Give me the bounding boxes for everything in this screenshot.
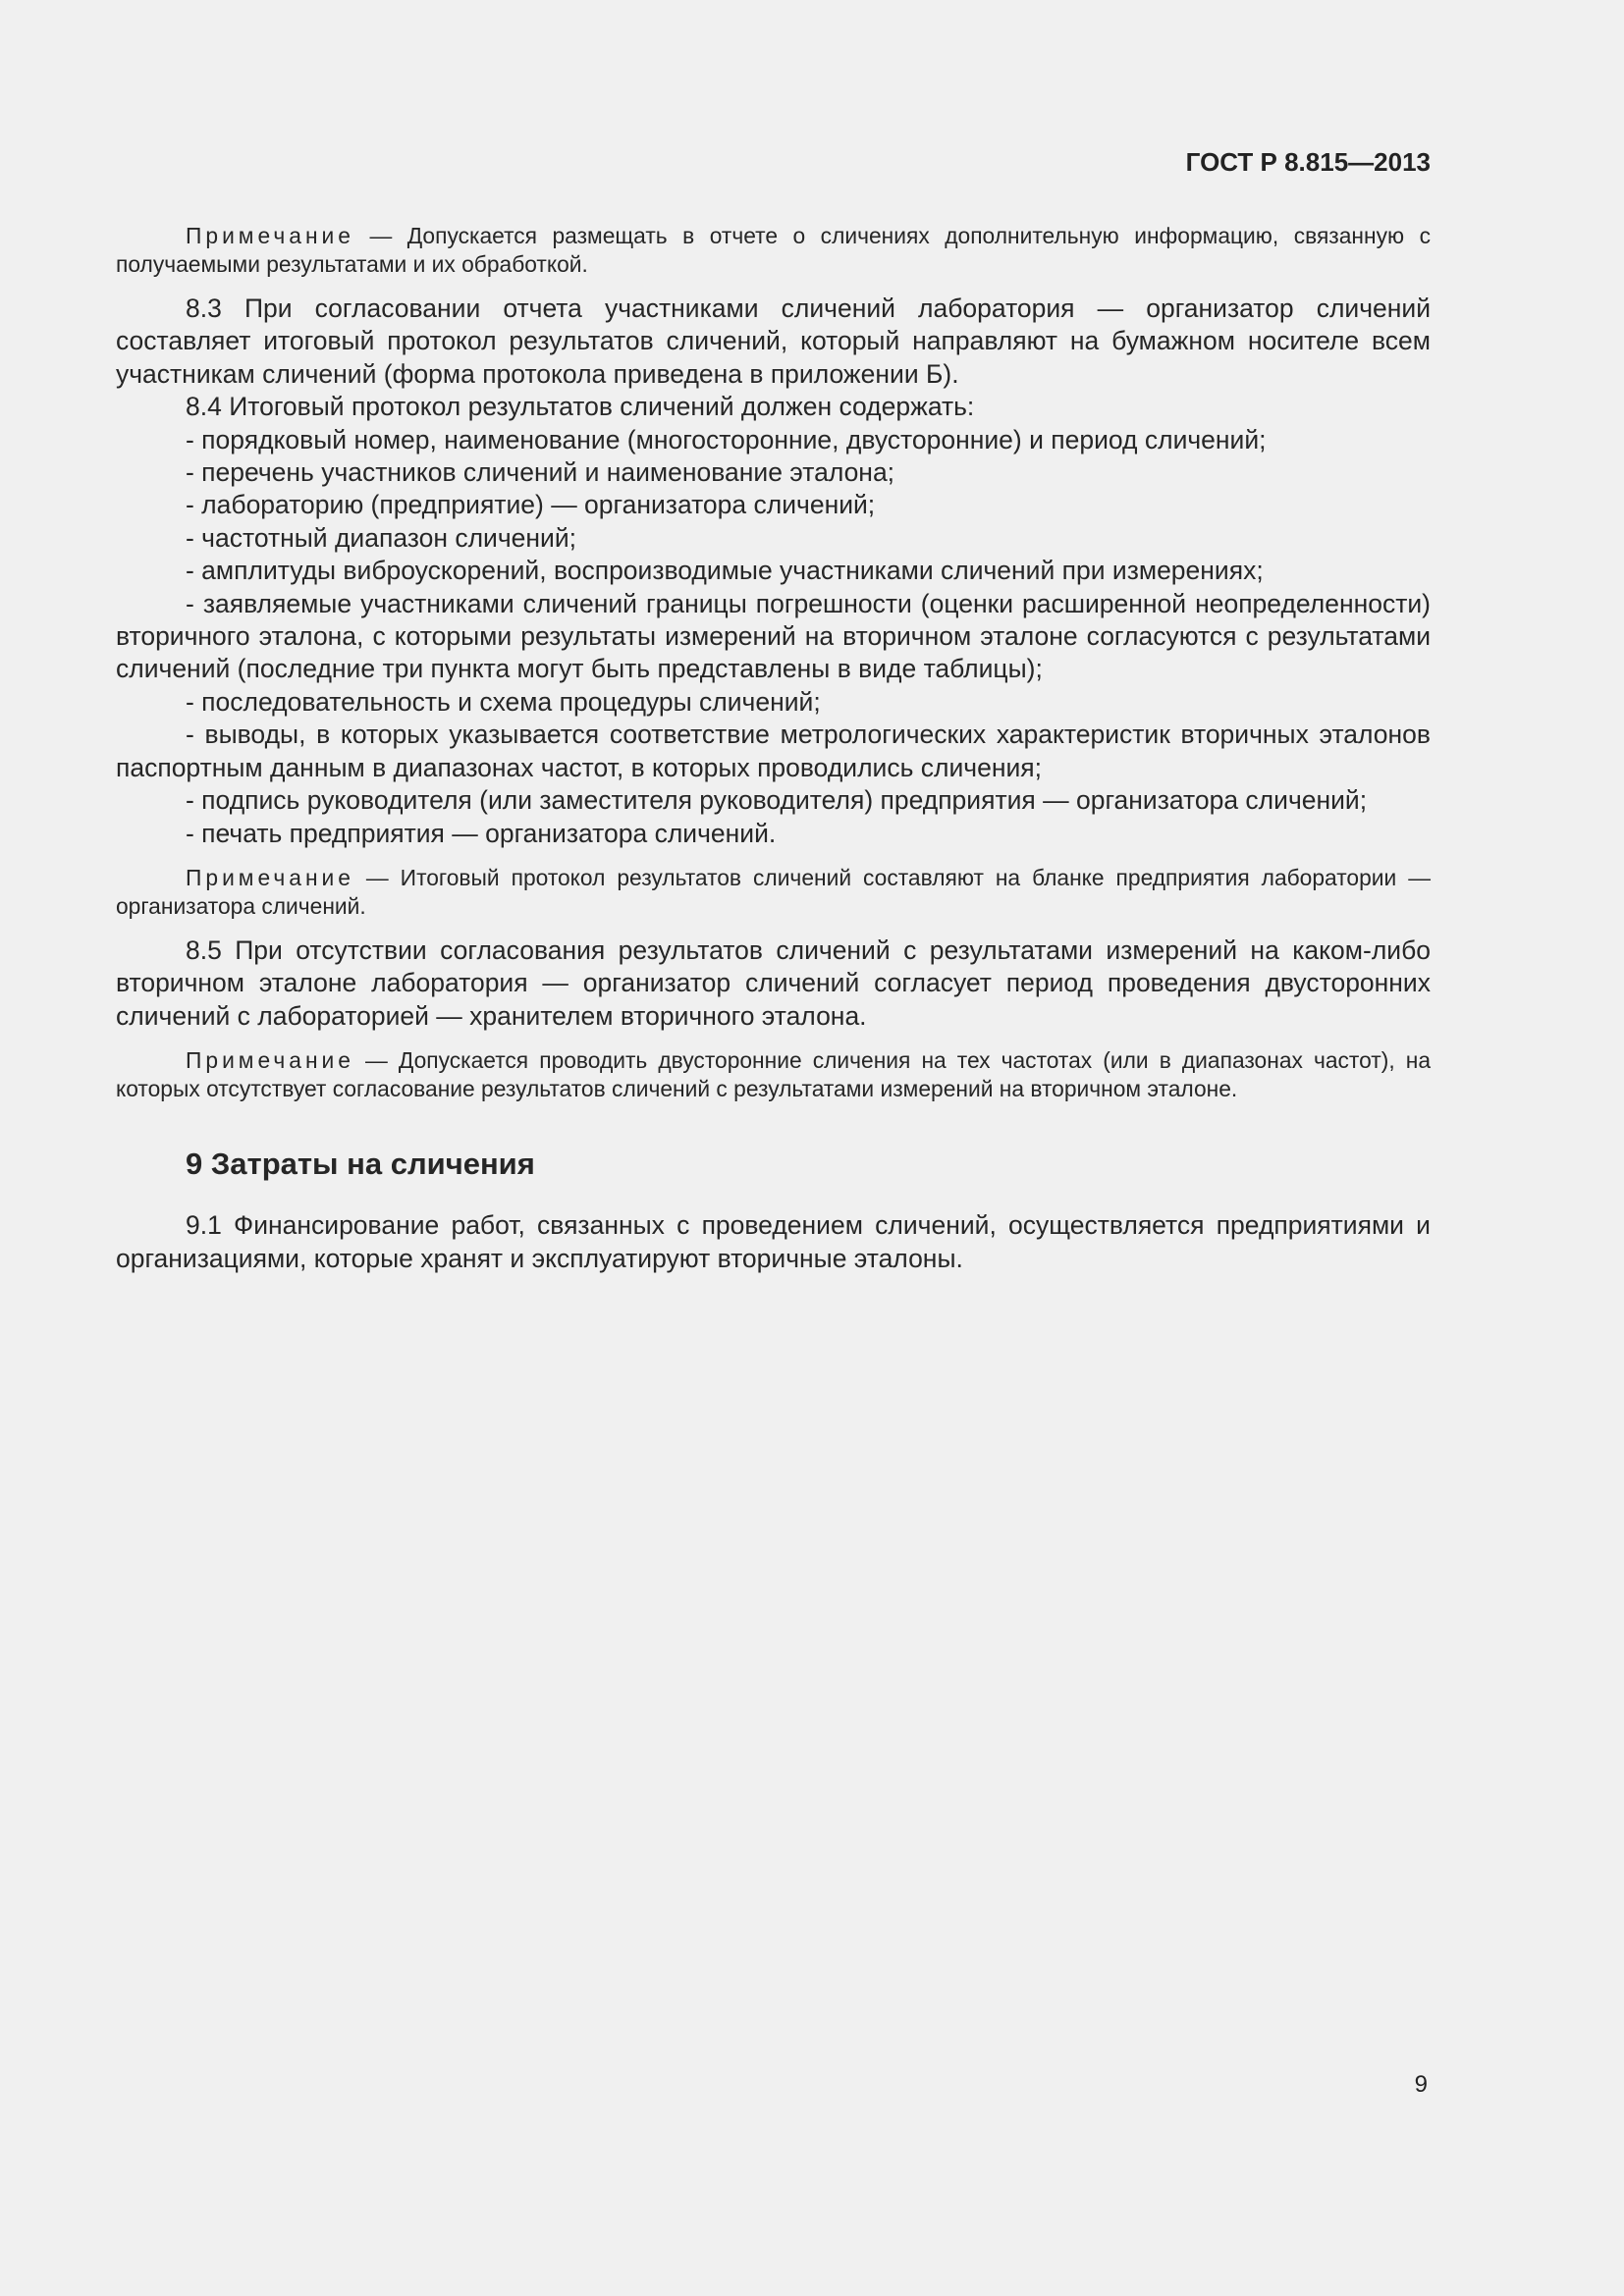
list-item: - частотный диапазон сличений; xyxy=(186,522,577,553)
list-item: - заявляемые участниками сличений границы погрешности (оценки расширенной неопределенности) вторичного эталона, с которыми результаты измерений на вторичном эталоне согласуются с результатами сличений (последние три пункта могут быть представлены в виде таблицы); xyxy=(116,588,1431,684)
document-body xyxy=(116,222,1431,1275)
note-label: Примечание xyxy=(186,1047,354,1074)
list-item: - печать предприятия — организатора сличений. xyxy=(186,818,777,848)
paragraph-9-1: 9.1 Финансирование работ, связанных с проведением сличений, осуществляется предприятиями и организациями, которые хранят и эксплуатируют вторичные эталоны. xyxy=(116,1210,1431,1273)
list-item: - лабораторию (предприятие) — организатора сличений; xyxy=(186,490,876,520)
list-item: - выводы, в которых указывается соответствие метрологических характеристик вторичных эталонов паспортным данным в диапазонах частот, в которых проводились сличения; xyxy=(116,720,1431,782)
paragraph-8-5: 8.5 При отсутствии согласования результатов сличений с результатами измерений на каком-либо вторичном эталоне лаборатория — организатор сличений согласует период проведения двусторонних сличений с лабораторией — хранителем вторичного эталона. xyxy=(116,934,1431,1031)
note-3 xyxy=(116,1046,1431,1103)
note-text: — Допускается размещать в отчете о сличениях дополнительную информацию, связанную с получаемыми результатами и их обработкой. xyxy=(116,223,1431,277)
list-item: - амплитуды виброускорений, воспроизводимые участниками сличений при измерениях; xyxy=(186,556,1264,586)
note-2 xyxy=(116,864,1431,921)
note-1 xyxy=(116,222,1431,279)
note-label: Примечание xyxy=(186,223,354,248)
page-number: 9 xyxy=(1414,2071,1428,2098)
paragraph-8-4: 8.4 Итоговый протокол результатов сличений должен содержать: xyxy=(186,392,975,422)
section-9-title: 9 Затраты на сличения xyxy=(186,1147,535,1182)
note-label: Примечание xyxy=(186,864,354,890)
list-item: - подпись руководителя (или заместителя руководителя) предприятия — организатора сличений; xyxy=(186,785,1368,816)
document-code-header: ГОСТ Р 8.815—2013 xyxy=(1185,147,1431,177)
list-item: - порядковый номер, наименование (многосторонние, двусторонние) и период сличений; xyxy=(186,424,1267,454)
paragraph-8-3: 8.3 При согласовании отчета участниками сличений лаборатория — организатор сличений составляет итоговый протокол результатов сличений, который направляют на бумажном носителе всем участникам сличений (форма протокола приведена в приложении Б). xyxy=(116,294,1431,389)
note-text: — Итоговый протокол результатов сличений составляют на бланке предприятия лаборатории — организатора сличений. xyxy=(116,864,1431,919)
note-text: — Допускается проводить двусторонние сличения на тех частотах (или в диапазонах частот), на которых отсутствует согласование результатов сличений с результатами измерений на вторичном эталоне. xyxy=(116,1047,1431,1102)
list-item: - перечень участников сличений и наименование эталона; xyxy=(186,457,895,488)
list-item: - последовательность и схема процедуры сличений; xyxy=(186,686,821,717)
